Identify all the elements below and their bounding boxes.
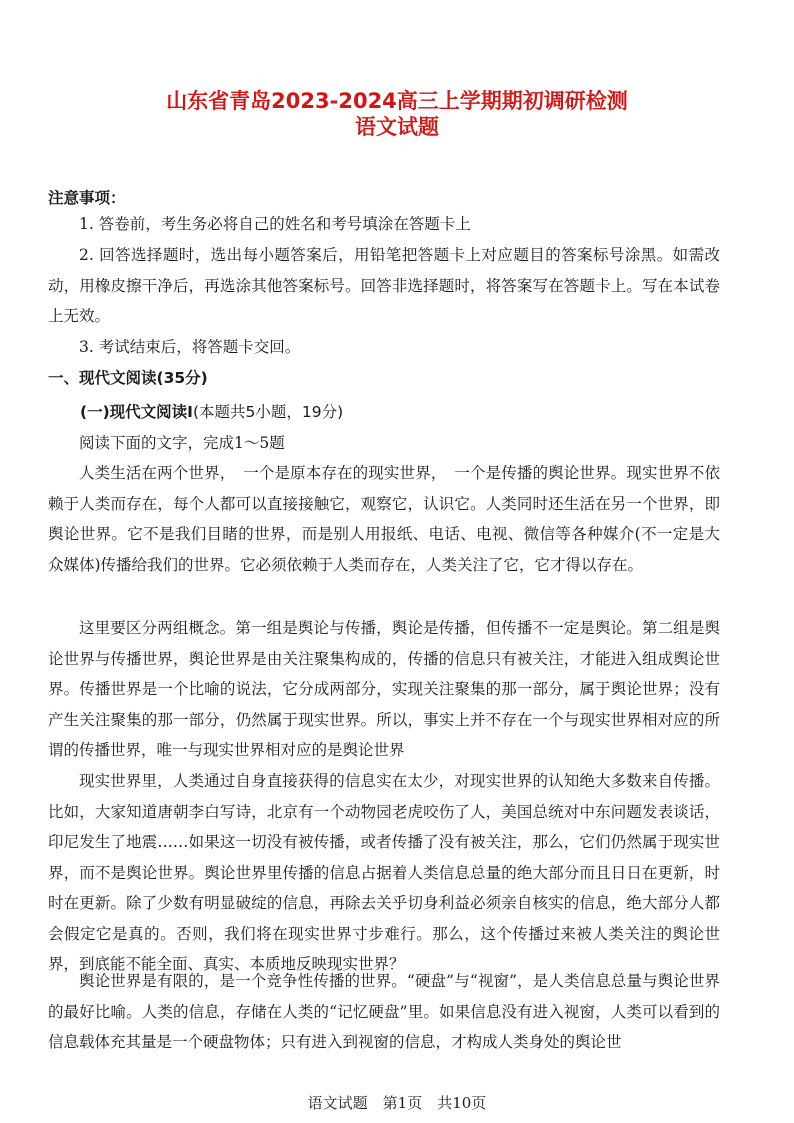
passage-paragraph-1: 人类生活在两个世界， 一个是原本存在的现实世界， 一个是传播的舆论世界。现实世界不依赖于人类而存在，每个人都可以直接接触它，观察它，认识它。人类同时还生活在另一个世界，即舆论世界。它不是我们目睹的世界，而是别人用报纸、电话、电视、微信等各种媒介(不一定是大众媒体)传播给我们的世界。它必须依赖于人类而存在，人类关注了它，它才得以存在。	[48, 464, 720, 574]
notice-item-1: 1. 答卷前，考生务必将自己的姓名和考号填涂在答题卡上	[79, 215, 471, 233]
subsection-label: (一)现代文阅读Ⅰ	[80, 403, 193, 421]
subsection-note: (本题共5小题，19分)	[192, 403, 344, 421]
passage-paragraph-4: 舆论世界是有限的，是一个竞争性传播的世界。“硬盘”与“视窗”，是人类信息总量与舆论世界的最好比喻。人类的信息，存储在人类的“记忆硬盘”里。如果信息没有进入视窗，人类可以看到的信息载体充其量是一个硬盘物体；只有进入到视窗的信息，才构成人类身处的舆论世	[48, 972, 720, 1051]
section-heading: 一、现代文阅读(35分)	[48, 369, 208, 387]
page-footer: 语文试题 第1页 共10页	[307, 1094, 487, 1112]
passage-paragraph-2: 这里要区分两组概念。第一组是舆论与传播，舆论是传播，但传播不一定是舆论。第二组是舆论世界与传播世界，舆论世界是由关注聚集构成的，传播的信息只有被关注，才能进入组成舆论世界。传播世界是一个比喻的说法，它分成两部分，实现关注聚集的那一部分，属于舆论世界；没有产生关注聚集的那一部分，仍然属于现实世界。所以，事实上并不存在一个与现实世界相对应的所谓的传播世界，唯一与现实世界相对应的是舆论世界	[48, 619, 720, 759]
subsection-heading	[80, 400, 343, 422]
reading-instruction: 阅读下面的文字，完成1～5题	[79, 434, 285, 452]
notice-item-2: 2. 回答选择题时，选出每小题答案后，用铅笔把答题卡上对应题目的答案标号涂黑。如需改动，用橡皮擦干净后，再选涂其他答案标号。回答非选择题时，将答案写在答题卡上。写在本试卷上无效。	[48, 246, 720, 325]
notice-item-3: 3. 考试结束后，将答题卡交回。	[79, 338, 301, 356]
passage-paragraph-3: 现实世界里，人类通过自身直接获得的信息实在太少，对现实世界的认知绝大多数来自传播。比如，大家知道唐朝李白写诗，北京有一个动物园老虎咬伤了人，美国总统对中东问题发表谈话，印尼发生了地震……如果这一切没有被传播，或者传播了没有被关注，那么，它们仍然属于现实世界，而不是舆论世界。舆论世界里传播的信息占据着人类信息总量的绝大部分而且日日在更新，时时在更新。除了少数有明显破绽的信息，再除去关乎切身利益必须亲自核实的信息，绝大部分人都会假定它是真的。否则，我们将在现实世界寸步难行。那么，这个传播过来被人类关注的舆论世界，到底能不能全面、真实、本质地反映现实世界？	[48, 772, 720, 973]
exam-subject-title: 语文试题	[355, 115, 439, 139]
notice-heading: 注意事项：	[48, 189, 126, 207]
exam-title: 山东省青岛2023-2024高三上学期期初调研检测	[166, 89, 628, 113]
